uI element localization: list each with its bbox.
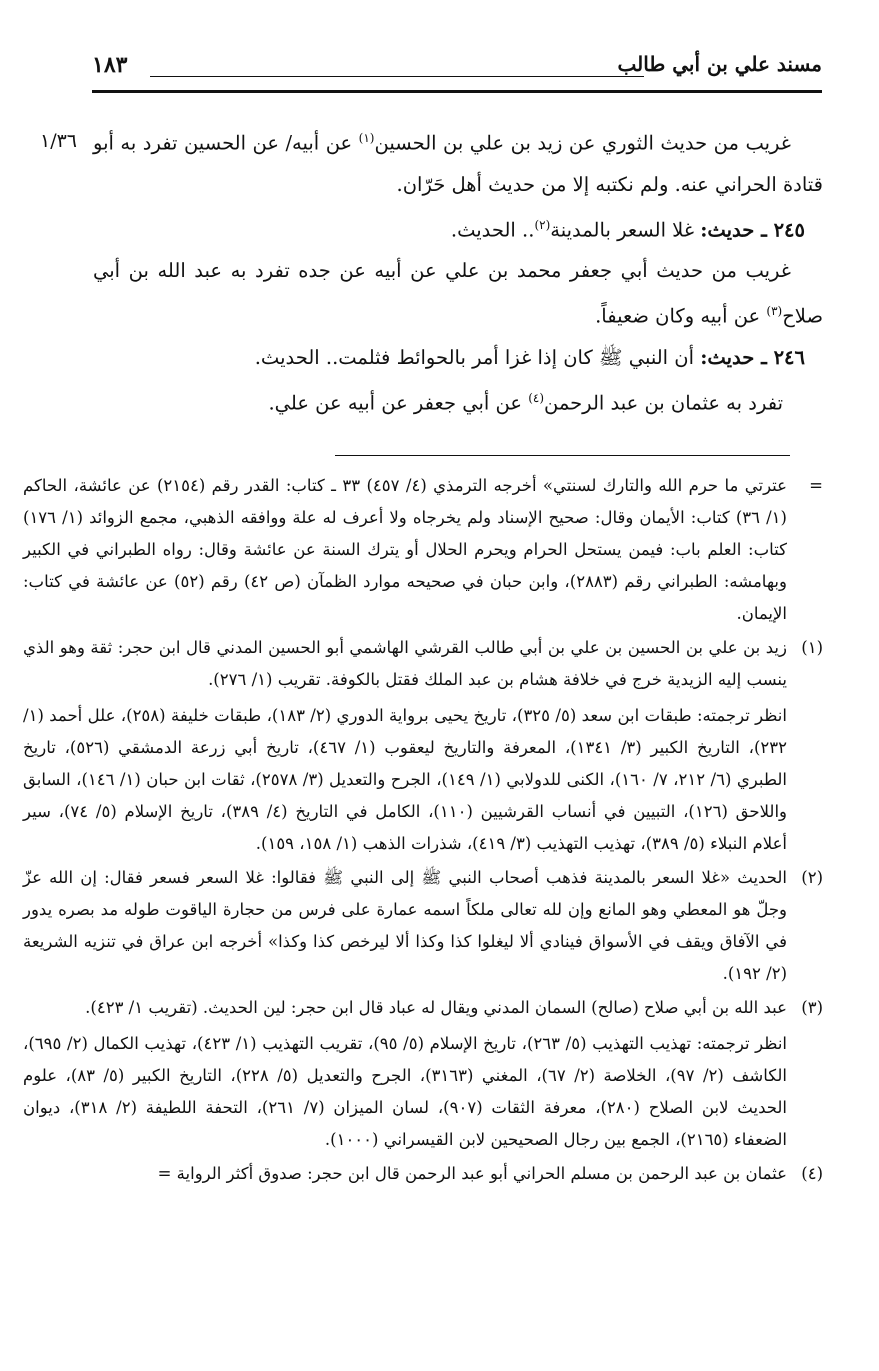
hadith-245	[93, 205, 823, 251]
footnotes	[23, 470, 823, 1192]
footnote-ref-1: (١)	[358, 131, 375, 145]
footnote-marker: (٣)	[801, 998, 823, 1017]
footnote-paragraph: عثمان بن عبد الرحمن بن مسلم الحراني أبو عبد الرحمن قال ابن حجر: صدوق أكثر الرواية =	[157, 1164, 787, 1183]
header-rule	[92, 90, 822, 93]
footnote-ref-2: (٢)	[534, 217, 551, 232]
paragraph-2-text: غريب من حديث أبي جعفر محمد بن علي عن أبيه عن جده تفرد به عبد الله بن أبي صلاح	[93, 259, 823, 328]
footnote-3	[23, 992, 823, 1156]
footnote-paragraph: عبد الله بن أبي صلاح (صالح) السمان المدني ويقال له عباد قال ابن حجر: لين الحديث. (تقريب ١/ ٤٢٣).	[85, 998, 787, 1017]
paragraph-1	[93, 118, 823, 205]
footnote-ref-4: (٤)	[528, 390, 545, 405]
footnote-4	[23, 1158, 823, 1190]
hadith-245-end: .. الحديث.	[450, 218, 535, 241]
footnote-paragraph: زيد بن علي بن الحسين بن علي بن أبي طالب القرشي الهاشمي أبو الحسين المدني قال ابن حجر: ثقة وهو الذي ينسب إليه الزيدية خرج في خلافة هشام بن عبد الملك فقتل بالكوفة. تقريب (١/ ٢٧٦).	[23, 638, 787, 689]
footnote-body	[23, 470, 787, 630]
footnote-continued	[23, 470, 823, 630]
footnote-separator	[335, 455, 790, 456]
footnote-paragraph: عترتي ما حرم الله والتارك لسنتي» أخرجه الترمذي (٤/ ٤٥٧) ٣٣ ـ كتاب: القدر رقم (٢١٥٤) عن عائشة، الحاكم (١/ ٣٦) كتاب: الأيمان وقال: صحيح الإسناد ولم يخرجاه ولا أعرف له علة ووافقه الذهبي، مجمع الزوائد (١/ ١٧٦) كتاب: العلم باب: فيمن يستحل الحرام ويحرم الحلال أو يترك السنة عن عائشة وقال: رواه الطبراني في الكبير وبهامشه: الطبراني رقم (٢٨٨٣)، وابن حبان في صحيحه موارد الظمآن (ص ٤٢) رقم (٥٢) عن عائشة في كتاب: الإيمان.	[23, 476, 788, 623]
footnote-paragraph: الحديث «غلا السعر بالمدينة فذهب أصحاب النبي ﷺ إلى النبي ﷺ فقالوا: غلا السعر فسعر فقال: إن الله عزّ وجلّ هو المعطي وهو المانع وإن لله تعالى ملكاً اسمه عمارة على فرس من حجارة الياقوت طوله مد بصره يدور في الآفاق ويقف في الأسواق فينادي ألا ليغلوا كذا وكذا ألا ليرخص كذا وكذا» أخرجه ابن عراق في تنزيه الشريعة (٢/ ١٩٢).	[23, 868, 787, 983]
paragraph-2-end: عن أبيه وكان ضعيفاً.	[595, 304, 767, 328]
footnote-body	[23, 1158, 787, 1190]
header-leader-line	[150, 76, 644, 77]
footnote-body	[23, 992, 787, 1156]
running-title: مسند علي بن أبي طالب	[617, 52, 822, 76]
footnote-ref-3: (٣)	[766, 304, 783, 318]
footnote-marker: =	[809, 476, 823, 495]
main-text	[93, 118, 823, 423]
footnote-paragraph: انظر ترجمته: تهذيب التهذيب (٥/ ٢٦٣)، تاريخ الإسلام (٥/ ٩٥)، تقريب التهذيب (١/ ٤٢٣)، تهذيب الكمال (٢/ ٦٩٥)، الكاشف (٢/ ٩٧)، الخلاصة (٢/ ٦٧)، المغني (٣١٦٣)، الجرح والتعديل (٥/ ٢٢٨)، التاريخ الكبير (٥/ ٨٣)، علوم الحديث لابن الصلاح (٢٨٠)، معرفة الثقات (٩٠٧)، لسان الميزان (٧/ ٢٦١)، التحفة اللطيفة (٢/ ٣١٨)، ديوان الضعفاء (٢١٦٥)، الجمع بين رجال الصحيحين لابن القيسراني (١٠٠٠).	[23, 1034, 788, 1149]
paragraph-1-end: عن أبيه/ عن الحسين تفرد به أبو قتادة الحراني عنه. ولم نكتبه إلا من حديث أهل حَرّان.	[93, 131, 823, 196]
hadith-246	[93, 337, 823, 378]
footnote-marker: (٤)	[801, 1164, 823, 1183]
footnote-body	[23, 632, 787, 860]
footnote-marker: (٢)	[801, 868, 823, 887]
paragraph-2	[93, 250, 823, 337]
page-number: ١٨٣	[92, 52, 128, 78]
margin-manuscript-reference: ١/٣٦	[40, 130, 78, 152]
footnote-marker: (١)	[801, 638, 823, 657]
hadith-246-label: ٢٤٦ ـ حديث:	[700, 345, 805, 369]
paragraph-1-text: غريب من حديث الثوري عن زيد بن علي بن الحسين	[374, 131, 791, 155]
footnote-1	[23, 632, 823, 860]
hadith-245-text: غلا السعر بالمدينة	[550, 218, 701, 241]
footnote-paragraph: انظر ترجمته: طبقات ابن سعد (٥/ ٣٢٥)، تاريخ يحيى برواية الدوري (٢/ ١٨٣)، طبقات خليفة (٢٥٨)، علل أحمد (١/ ٢٣٢)، التاريخ الكبير (٣/ ١٣٤١)، المعرفة والتاريخ ليعقوب (١/ ٤٦٧)، تاريخ أبي زرعة الدمشقي (٥٢٦)، تاريخ الطبري (٦/ ٢١٢، ٧/ ١٦٠)، الكنى للدولابي (١/ ١٤٩)، الجرح والتعديل (٣/ ٢٥٧٨)، ثقات ابن حبان (١/ ١٤٦)، السابق واللاحق (١٢٦)، التبيين في أنساب القرشيين (١١٠)، الكامل في التاريخ (٤/ ٣٨٩)، تاريخ الإسلام (٥/ ٧٤)، سير أعلام النبلاء (٥/ ٣٨٩)، تهذيب التهذيب (٣/ ٤١٩)، شذرات الذهب (١/ ١٥٨، ١٥٩).	[23, 706, 788, 853]
footnote-2	[23, 862, 823, 990]
hadith-246-text: أن النبي ﷺ كان إذا غزا أمر بالحوائط فثلمت.. الحديث.	[254, 345, 701, 369]
paragraph-3	[93, 378, 823, 424]
footnote-body	[23, 862, 787, 990]
page-header	[92, 52, 822, 88]
paragraph-3-text: تفرد به عثمان بن عبد الرحمن	[544, 391, 783, 414]
paragraph-3-end: عن أبي جعفر عن أبيه عن علي.	[268, 391, 529, 414]
hadith-245-label: ٢٤٥ ـ حديث:	[700, 218, 805, 241]
